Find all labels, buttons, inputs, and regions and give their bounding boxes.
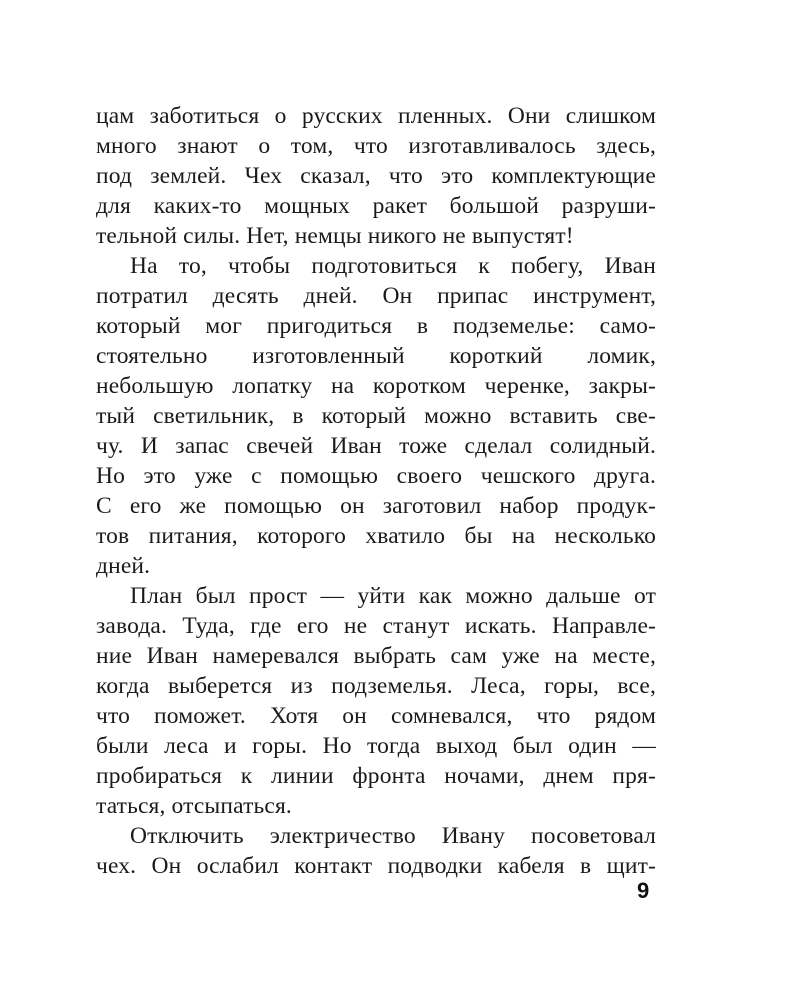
text-line: под землей. Чех сказал, что это комплектующие [96,163,656,189]
text-line: потратил десять дней. Он припас инструмент, [96,283,656,309]
text-line: таться, отсыпаться. [96,793,292,819]
text-line: На то, чтобы подготовиться к побегу, Иван [130,253,656,279]
text-line: Отключить электричество Ивану посоветовал [130,823,656,849]
text-line: когда выберется из подземелья. Леса, горы, все, [96,673,656,699]
text-line: были леса и горы. Но тогда выход был один — [96,733,656,759]
body-text [96,101,656,881]
text-line: План был прост — уйти как можно дальше от [130,583,656,609]
text-line: Но это уже с помощью своего чешского друга. [96,463,656,489]
text-line: для каких-то мощных ракет большой разруши- [96,193,656,219]
text-line: много знают о том, что изготавливалось здесь, [96,133,656,159]
text-line: который мог пригодиться в подземелье: само- [96,313,656,339]
page-number: 9 [637,878,650,903]
text-line: завода. Туда, где его не станут искать. Направле- [96,613,656,639]
text-line: чу. И запас свечей Иван тоже сделал солидный. [96,433,656,459]
text-line: небольшую лопатку на коротком черенке, закры- [96,373,656,399]
text-line: дней. [96,553,151,579]
text-line: пробираться к линии фронта ночами, днем пря- [96,763,656,789]
text-line: ние Иван намеревался выбрать сам уже на месте, [96,643,656,669]
text-line: чех. Он ослабил контакт подводки кабеля в щит- [96,853,656,879]
text-line: С его же помощью он заготовил набор продук- [96,493,656,519]
text-line: цам заботиться о русских пленных. Они слишком [96,103,656,129]
text-line: тов питания, которого хватило бы на несколько [96,523,656,549]
text-line: что поможет. Хотя он сомневался, что рядом [96,703,656,729]
text-line: тый светильник, в который можно вставить све- [96,403,656,429]
text-line: тельной силы. Нет, немцы никого не выпустят! [96,223,574,249]
text-line: стоятельно изготовленный короткий ломик, [96,343,656,369]
